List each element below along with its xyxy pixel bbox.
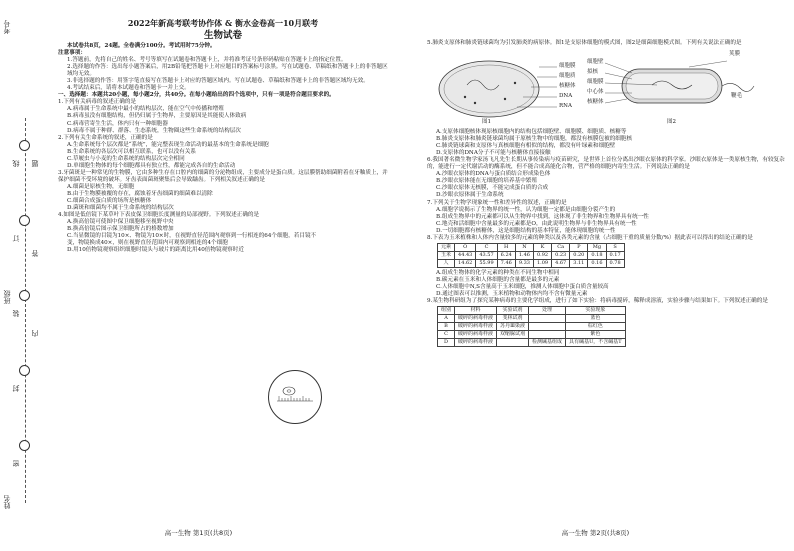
ocular-micrometer-icon (269, 371, 321, 423)
question-stem: 3.牙菌斑是一种常见的生物膜，它由多种生存在口腔内的细菌的分泌物组成，主要成分是蛋白质。这层膜帮助细菌附着在牙釉质上，并保护细菌不受坏境的破坏。牙齿表面菌斑聚集后会导致龋齿。下列相关叙述正确的是 (58, 169, 388, 183)
table-cell: 43.57 (476, 251, 497, 259)
fig-label: 细胞质 (559, 73, 576, 80)
table-cell: 实验试剂 (497, 307, 529, 315)
table-row (438, 323, 626, 331)
exam-info: 本试卷共8页，24题。全卷满分100分。考试用时75分钟。 (67, 43, 216, 49)
seal-note: 题 (31, 160, 39, 167)
note-item: 3.非选择题的作答：用签字笔直接写在答题卡上对应的答题区域内。写在试题卷、草稿纸和答题卡上的非答题区域均无效。 (67, 78, 369, 85)
fig-label: 细胞壁 (587, 59, 604, 66)
option: D.病毒不属于种群、群落、生态系统，生物圈这些生命系统的结构层次 (67, 127, 241, 134)
question-stem: 1.下列有关病毒的叙述正确的是 (58, 99, 137, 106)
figure-caption: 图1 (482, 119, 491, 126)
experiment-table (437, 306, 626, 347)
fig-label: RNA (559, 103, 572, 110)
option: B.生命系统的各层次可以相互联系，也可以没有关系 (67, 148, 196, 155)
table-cell: 9.33 (515, 259, 533, 267)
option: C.病毒营寄生生活，体内只有一种细胞器 (67, 120, 168, 127)
table-cell: 实验现象 (566, 307, 626, 315)
fig-label: 荚膜 (729, 51, 741, 58)
right-page (397, 0, 794, 551)
option: D.支原体的DNA分子不可能与核糖体直接接触 (436, 150, 551, 157)
option: A.组成生物体的化学元素的种类在不同生物中相同 (436, 269, 560, 276)
table-cell: 3.11 (570, 259, 588, 267)
table-cell: 0.18 (588, 251, 606, 259)
figure-caption: 图2 (667, 119, 676, 126)
seal-word: 线 (12, 160, 20, 167)
seal-circle (19, 365, 30, 376)
option: A.换高倍镜可使图中保卫细胞移至视野中央 (67, 219, 174, 226)
table-cell (529, 315, 566, 323)
table-cell: 0.92 (533, 251, 551, 259)
table-cell: H (497, 243, 515, 251)
table-cell: D (438, 339, 455, 347)
fig-label: 核糖体 (559, 83, 576, 90)
option: A.病毒属于生命系统中最小的结构层次，能在空气中传播和增殖 (67, 106, 224, 113)
seal-circle (19, 215, 30, 226)
table-cell: K (533, 243, 551, 251)
table-cell: 组别 (438, 307, 455, 315)
option: C.沙眼衣原体无核膜，不能完成蛋白质的合成 (436, 185, 549, 192)
table-cell: 破碎的病毒样液 (455, 315, 497, 323)
option: C.人体细胞中N,S含量高于玉米细胞，推测人体细胞中蛋白质含量较高 (436, 284, 609, 291)
table-cell: P (570, 243, 588, 251)
option: C.地壳和活细胞中含量最多的元素都是O，由此说明生物界与非生物界具有统一性 (436, 220, 637, 227)
class-label: 班级 (3, 290, 11, 304)
option: D.一切细胞都有核糖体，这是细胞结构的基本特征，能体现细胞的统一性 (436, 227, 616, 234)
table-cell: 0.20 (570, 251, 588, 259)
option: C.细菌合成蛋白质的场所是核糖体 (67, 198, 152, 205)
table-cell: 元素 (438, 243, 455, 251)
section-heading: 一、选择题：本题共20小题，每小题2分，共40分。在每小题给出的四个选项中，只有一项是符合题目要求的。 (58, 92, 335, 99)
question-stem: 9.某生物科研组为了探究某种病毒的主要化学组成，进行了如下实验：将病毒搅碎，稀释成溶液，实验步骤与结果如下。下列叙述正确的是 (427, 298, 768, 305)
table-cell: S (606, 243, 624, 251)
seal-word: 订 (12, 235, 20, 242)
table-cell: 1.46 (515, 251, 533, 259)
option: B.碳元素在玉米和人体细胞的含量都是最多的元素 (436, 276, 560, 283)
exam-title: 2022年新高考联考协作体 & 衡水金卷高一10月联考 (127, 18, 319, 28)
table-cell: B (438, 323, 455, 331)
table-cell: 棕红色 (566, 323, 626, 331)
table-cell: 0.17 (606, 251, 624, 259)
element-table (437, 243, 625, 268)
table-cell: 55.99 (476, 259, 497, 267)
fig-label: 核糖体 (587, 99, 604, 106)
option: A.细胞学说揭示了生物界的统一性，认为细胞一定都是由细胞分裂产生的 (436, 206, 616, 213)
seal-circle (19, 290, 30, 301)
option: B.沙眼衣原体能在无细胞的培养基中繁殖 (436, 178, 537, 185)
table-row (438, 331, 626, 339)
option: D.菌斑和细菌均不属于生命系统的结构层次 (67, 205, 174, 212)
option: B.由于生物膜被覆的存在，腐蚀着牙齿细菌的细菌难以清除 (67, 190, 213, 197)
table-header-row (438, 243, 625, 251)
table-cell: 破碎的病毒样液 (455, 339, 497, 347)
table-row (438, 315, 626, 323)
option: A.细菌是原核生物，无细胞 (67, 183, 135, 190)
option: C.草履虫与小麦的生命系统的结构层次完全相同 (67, 155, 185, 162)
table-cell: 7.46 (497, 259, 515, 267)
table-cell: 具有碱基U，不含碱基T (566, 339, 626, 347)
option: C.肺炎链球菌和支原体与真核细胞有相似的结构，都没有叶绿素和细胞壁 (436, 143, 616, 150)
table-cell: 破碎的病毒样液 (455, 323, 497, 331)
table-cell: 紫色 (566, 331, 626, 339)
option: D.沙眼衣原体属于生命系统 (436, 192, 504, 199)
question-stem: 4.如图是低倍镜下某草叶下表皮保卫细胞长度测量的局部视野。下列叙述正确的是 (58, 212, 260, 219)
exam-number-label: 考号 (3, 20, 11, 34)
table-cell (529, 323, 566, 331)
question-stem: 7.下列关于生物学现象统一性和差异性的叙述，正确的是 (427, 199, 567, 206)
table-row (438, 339, 626, 347)
fig-label: 细胞膜 (587, 79, 604, 86)
table-cell: O (455, 243, 476, 251)
table-cell: C (476, 243, 497, 251)
table-cell (497, 339, 529, 347)
table-cell: 苏丹Ⅲ染液 (497, 323, 529, 331)
seal-word: 装 (12, 310, 20, 317)
seal-circle (19, 140, 30, 151)
table-cell: A (438, 315, 455, 323)
option: A.支原体细胞核体现原核细胞内的结构包括细胞壁、细胞膜、细胞质、核糖等 (436, 129, 627, 136)
table-row (438, 259, 625, 267)
table-cell: C (438, 331, 455, 339)
microscope-field-figure (268, 370, 322, 424)
question-stem: 6.我国著名微生物学家汤飞凡先生长期从事传染病与疫苗研究，是世界上首位分离出沙眼衣原体的科学家。沙眼衣原体是一类原核生物，有较复杂的，能进行一定代谢活动的酶系统，但不能合成高能化合物，营严格的细胞内寄生生活。下列说法正确的是 (427, 157, 785, 171)
table-cell (529, 331, 566, 339)
table-cell: 44.43 (455, 251, 476, 259)
table-header-row (438, 307, 626, 315)
table-cell: 14.62 (455, 259, 476, 267)
name-label: 姓名 (3, 495, 11, 509)
left-column (58, 18, 388, 254)
table-cell: Ca (552, 243, 570, 251)
option: C.当显微镜的目镜为10×、物镜为10×时，在视野直径范围内观察到一行相连的64个细胞，若目镜不变，物镜换成40×，则在视野直径范围内可观察到相连的4个细胞 (67, 233, 317, 247)
seal-note: 内 (31, 330, 39, 337)
table-cell: 0.23 (552, 251, 570, 259)
page-footer: 高一生物 第2页(共8页) (561, 529, 630, 537)
table-row (438, 251, 625, 259)
page-footer: 高一生物 第1页(共8页) (164, 529, 233, 537)
question-stem: 2.下列有关生命系统的叙述，正确的是 (58, 134, 153, 141)
fig-label: 鞭毛 (731, 93, 743, 100)
table-cell: 斐林试剂 (497, 315, 529, 323)
table-cell: 蓝色 (566, 315, 626, 323)
table-cell: N (515, 243, 533, 251)
seal-word: 密 (12, 460, 20, 467)
table-cell: Mg (588, 243, 606, 251)
fig-label: 细胞膜 (559, 63, 576, 70)
table-cell: 玉米 (438, 251, 455, 259)
table-cell: 人 (438, 259, 455, 267)
option: B.肺炎支原体和肺炎链球菌均属于原核生物中的细胞，都没有核膜包被的细胞核 (436, 136, 633, 143)
right-column (427, 40, 787, 347)
question-stem: 5.肺炎支原体和肺炎链球菌均为引发肺炎的病原体。图1是支原体细胞的模式图，图2是细菌细胞模式图。下列有关说法正确的是 (427, 40, 742, 46)
subject-title: 生物试卷 (203, 30, 242, 41)
option: B.换高倍镜后图示保卫细胞所占的格数增加 (67, 226, 174, 233)
option: D.用10倍物镜观察组织细胞时镜头与玻片的距离比用40倍物镜观察时近 (67, 247, 244, 254)
option: A.生命系统每个层次都是“系统”，能完整表现生命活动的最基本的生命系统是细胞 (67, 141, 269, 148)
notes-title: 注意事项： (58, 50, 86, 57)
table-cell: 材料 (455, 307, 497, 315)
option: D.单细胞生物体的每个细胞都具有独立性，都能完成各自的生命活动 (67, 162, 236, 169)
seal-circle (19, 440, 30, 451)
note-item: 4.考试结束后，请将本试题卷和答题卡一并上交。 (67, 85, 190, 92)
binding-margin (0, 0, 39, 551)
table-cell: 破碎的病毒样液 (455, 331, 497, 339)
table-cell: 处理 (529, 307, 566, 315)
cell-diagram (427, 49, 757, 127)
table-cell: 双缩脲试剂 (497, 331, 529, 339)
fig-label: DNA (559, 93, 573, 100)
note-item: 2.选择题的作答：选出每小题答案后，用2B铅笔把答题卡上对应题目的答案标号涂黑。写在试题卷、草稿纸和答题卡上的非答题区域均无效。 (67, 64, 388, 78)
option: B.病毒虽没有细胞结构，但仍归属于生物界，主要原因是其能使人体致病 (67, 113, 247, 120)
table-cell: 检测碱基组成 (529, 339, 566, 347)
seal-word: 封 (12, 385, 20, 392)
fig-label: 中心体 (587, 89, 604, 96)
option: D.通过图表可以推测，玉米植物和动物体内均不含有微量元素 (436, 291, 588, 298)
fig-label: 拟核 (587, 69, 599, 76)
seal-note: 答 (31, 250, 39, 257)
table-cell: 0.78 (606, 259, 624, 267)
option: B.组成生物界中的元素都可以从生物界中找到，这体现了非生物界和生物界具有统一性 (436, 213, 649, 220)
table-cell: 0.16 (588, 259, 606, 267)
question-stem: 8.下表为玉米植株和人体内含量较多的元素的种类以及各类元素的含量（占细胞干重的质量分数/%）据此表可以得出的结论正确的是 (427, 234, 753, 241)
table-cell: 4.67 (552, 259, 570, 267)
note-item: 1.答题前，先将自己的姓名、考号等填写在试题卷和答题卡上，并将准考证号条形码粘贴在答题卡上的指定位置。 (67, 57, 347, 64)
table-cell: 6.24 (497, 251, 515, 259)
table-cell: 1.09 (533, 259, 551, 267)
option: A.沙眼衣原体的DNA与蛋白质结合形成染色体 (436, 171, 551, 178)
